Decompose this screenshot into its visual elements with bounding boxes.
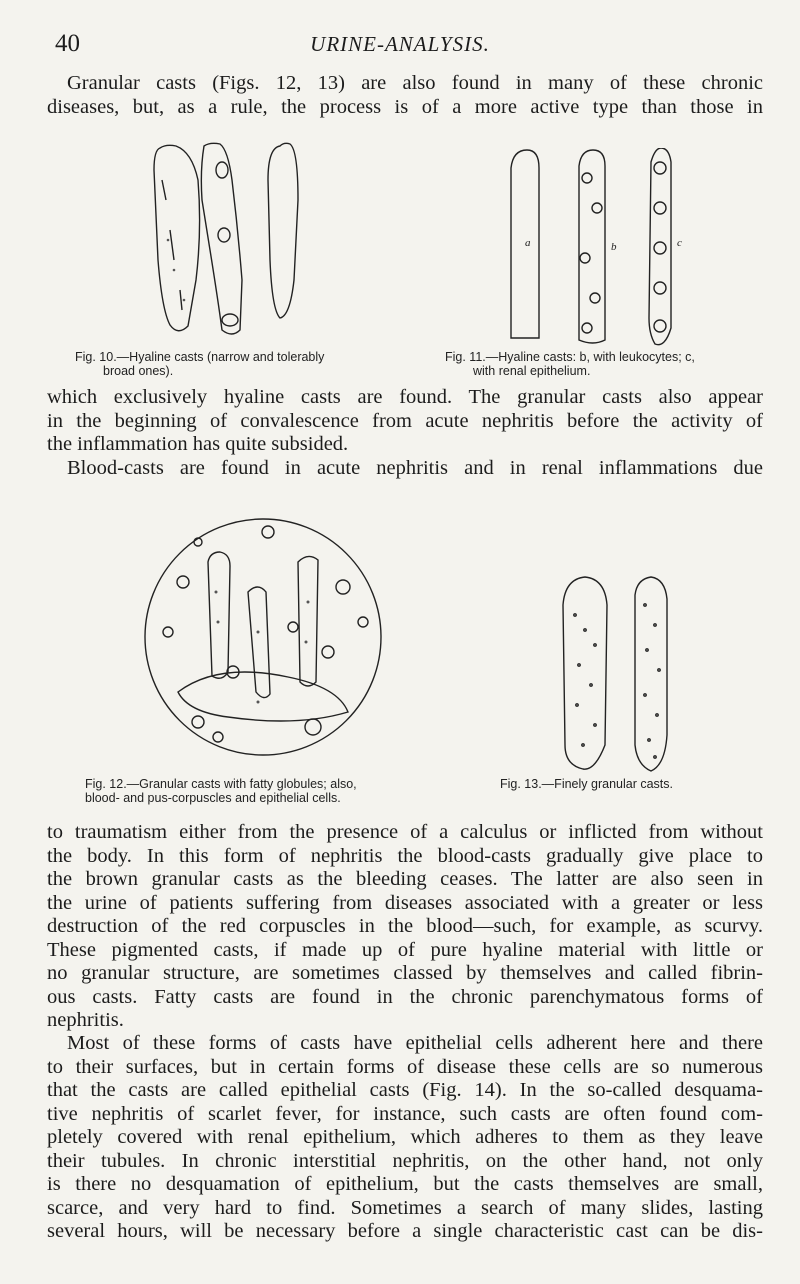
- paragraph-epithelial-casts: [47, 1032, 763, 1244]
- text-line: destruction of the red corpuscles in the blood—such, for example, as scurvy.: [47, 915, 763, 937]
- text-line: the body. In this form of nephritis the blood-casts gradually give place to: [47, 844, 763, 867]
- text-line: which exclusively hyaline casts are found. The granular casts also appear: [47, 386, 763, 408]
- text-line: in the beginning of convalescence from acute nephritis before the activity of: [47, 409, 763, 432]
- paragraph-traumatism: [47, 821, 763, 1033]
- figure-11-caption: [445, 350, 695, 378]
- figure-11-label-c: c: [677, 237, 682, 249]
- figure-11-hyaline-casts-leukocytes: [505, 148, 685, 348]
- running-head: URINE-ANALYSIS.: [310, 32, 490, 56]
- figure-11-label-a: a: [525, 237, 531, 249]
- text-line: several hours, will be necessary before a single characteristic cast can be dis-: [47, 1220, 763, 1242]
- figure-10-hyaline-casts: [140, 140, 310, 340]
- text-line: no granular structure, are sometimes classed by themselves and called fibrin-: [47, 962, 763, 984]
- text-line: nephritis.: [47, 1009, 124, 1031]
- caption-line: broad ones).: [103, 364, 174, 378]
- text-line: Granular casts (Figs. 12, 13) are also found in many of these chronic: [67, 72, 763, 94]
- figure-12-caption: [85, 777, 357, 805]
- text-line: the urine of patients suffering from diseases associated with a greater or less: [47, 891, 763, 914]
- text-line: pletely covered with renal epithelium, which adheres to them as they leave: [47, 1126, 763, 1148]
- text-line: their tubules. In chronic interstitial nephritis, on the other hand, not only: [47, 1149, 763, 1172]
- text-line: ous casts. Fatty casts are found in the chronic parenchymatous forms of: [47, 985, 763, 1008]
- text-line: is there no desquamation of epithelium, but the casts themselves are small,: [47, 1173, 763, 1195]
- figure-13-finely-granular-casts: [555, 575, 695, 775]
- caption-line: Fig. 13.—Finely granular casts.: [500, 777, 673, 791]
- text-line: to traumatism either from the presence of a calculus or inflicted from without: [47, 821, 763, 843]
- text-line: tive nephritis of scarlet fever, for instance, such casts are often found com-: [47, 1102, 763, 1125]
- figure-13-caption: [500, 777, 673, 791]
- caption-line: with renal epithelium.: [473, 364, 591, 378]
- caption-line: Fig. 10.—Hyaline casts (narrow and tolerably: [75, 350, 325, 364]
- paragraph-granular-casts: [47, 72, 763, 119]
- text-line: that the casts are called epithelial casts (Fig. 14). In the so-called desquama-: [47, 1079, 763, 1101]
- text-line: the brown granular casts as the bleeding ceases. The latter are also seen in: [47, 868, 763, 890]
- paragraph-blood-casts: [47, 457, 763, 481]
- text-line: Blood-casts are found in acute nephritis and in renal inflammations due: [67, 457, 763, 479]
- caption-line: Fig. 12.—Granular casts with fatty globules; also,: [85, 777, 357, 791]
- text-line: scarce, and very hard to find. Sometimes a search of many slides, lasting: [47, 1196, 763, 1219]
- text-line: These pigmented casts, if made up of pure hyaline material with little or: [47, 938, 763, 961]
- text-line: Most of these forms of casts have epithelial cells adherent here and there: [67, 1032, 763, 1054]
- paragraph-exclusively-hyaline: [47, 386, 763, 457]
- text-line: the inflammation has quite subsided.: [47, 433, 349, 455]
- caption-line: Fig. 11.—Hyaline casts: b, with leukocytes; c,: [445, 350, 695, 364]
- text-line: diseases, but, as a rule, the process is of a more active type than those in: [47, 95, 763, 118]
- figure-10-caption: [75, 350, 324, 378]
- figure-11-label-b: b: [611, 241, 617, 253]
- page-number: 40: [55, 30, 80, 57]
- caption-line: blood- and pus-corpuscles and epithelial cells.: [85, 791, 341, 805]
- figure-12-granular-casts-circle: [138, 512, 388, 762]
- text-line: to their surfaces, but in certain forms of disease these cells are so numerous: [47, 1055, 763, 1078]
- page-header: [55, 30, 745, 60]
